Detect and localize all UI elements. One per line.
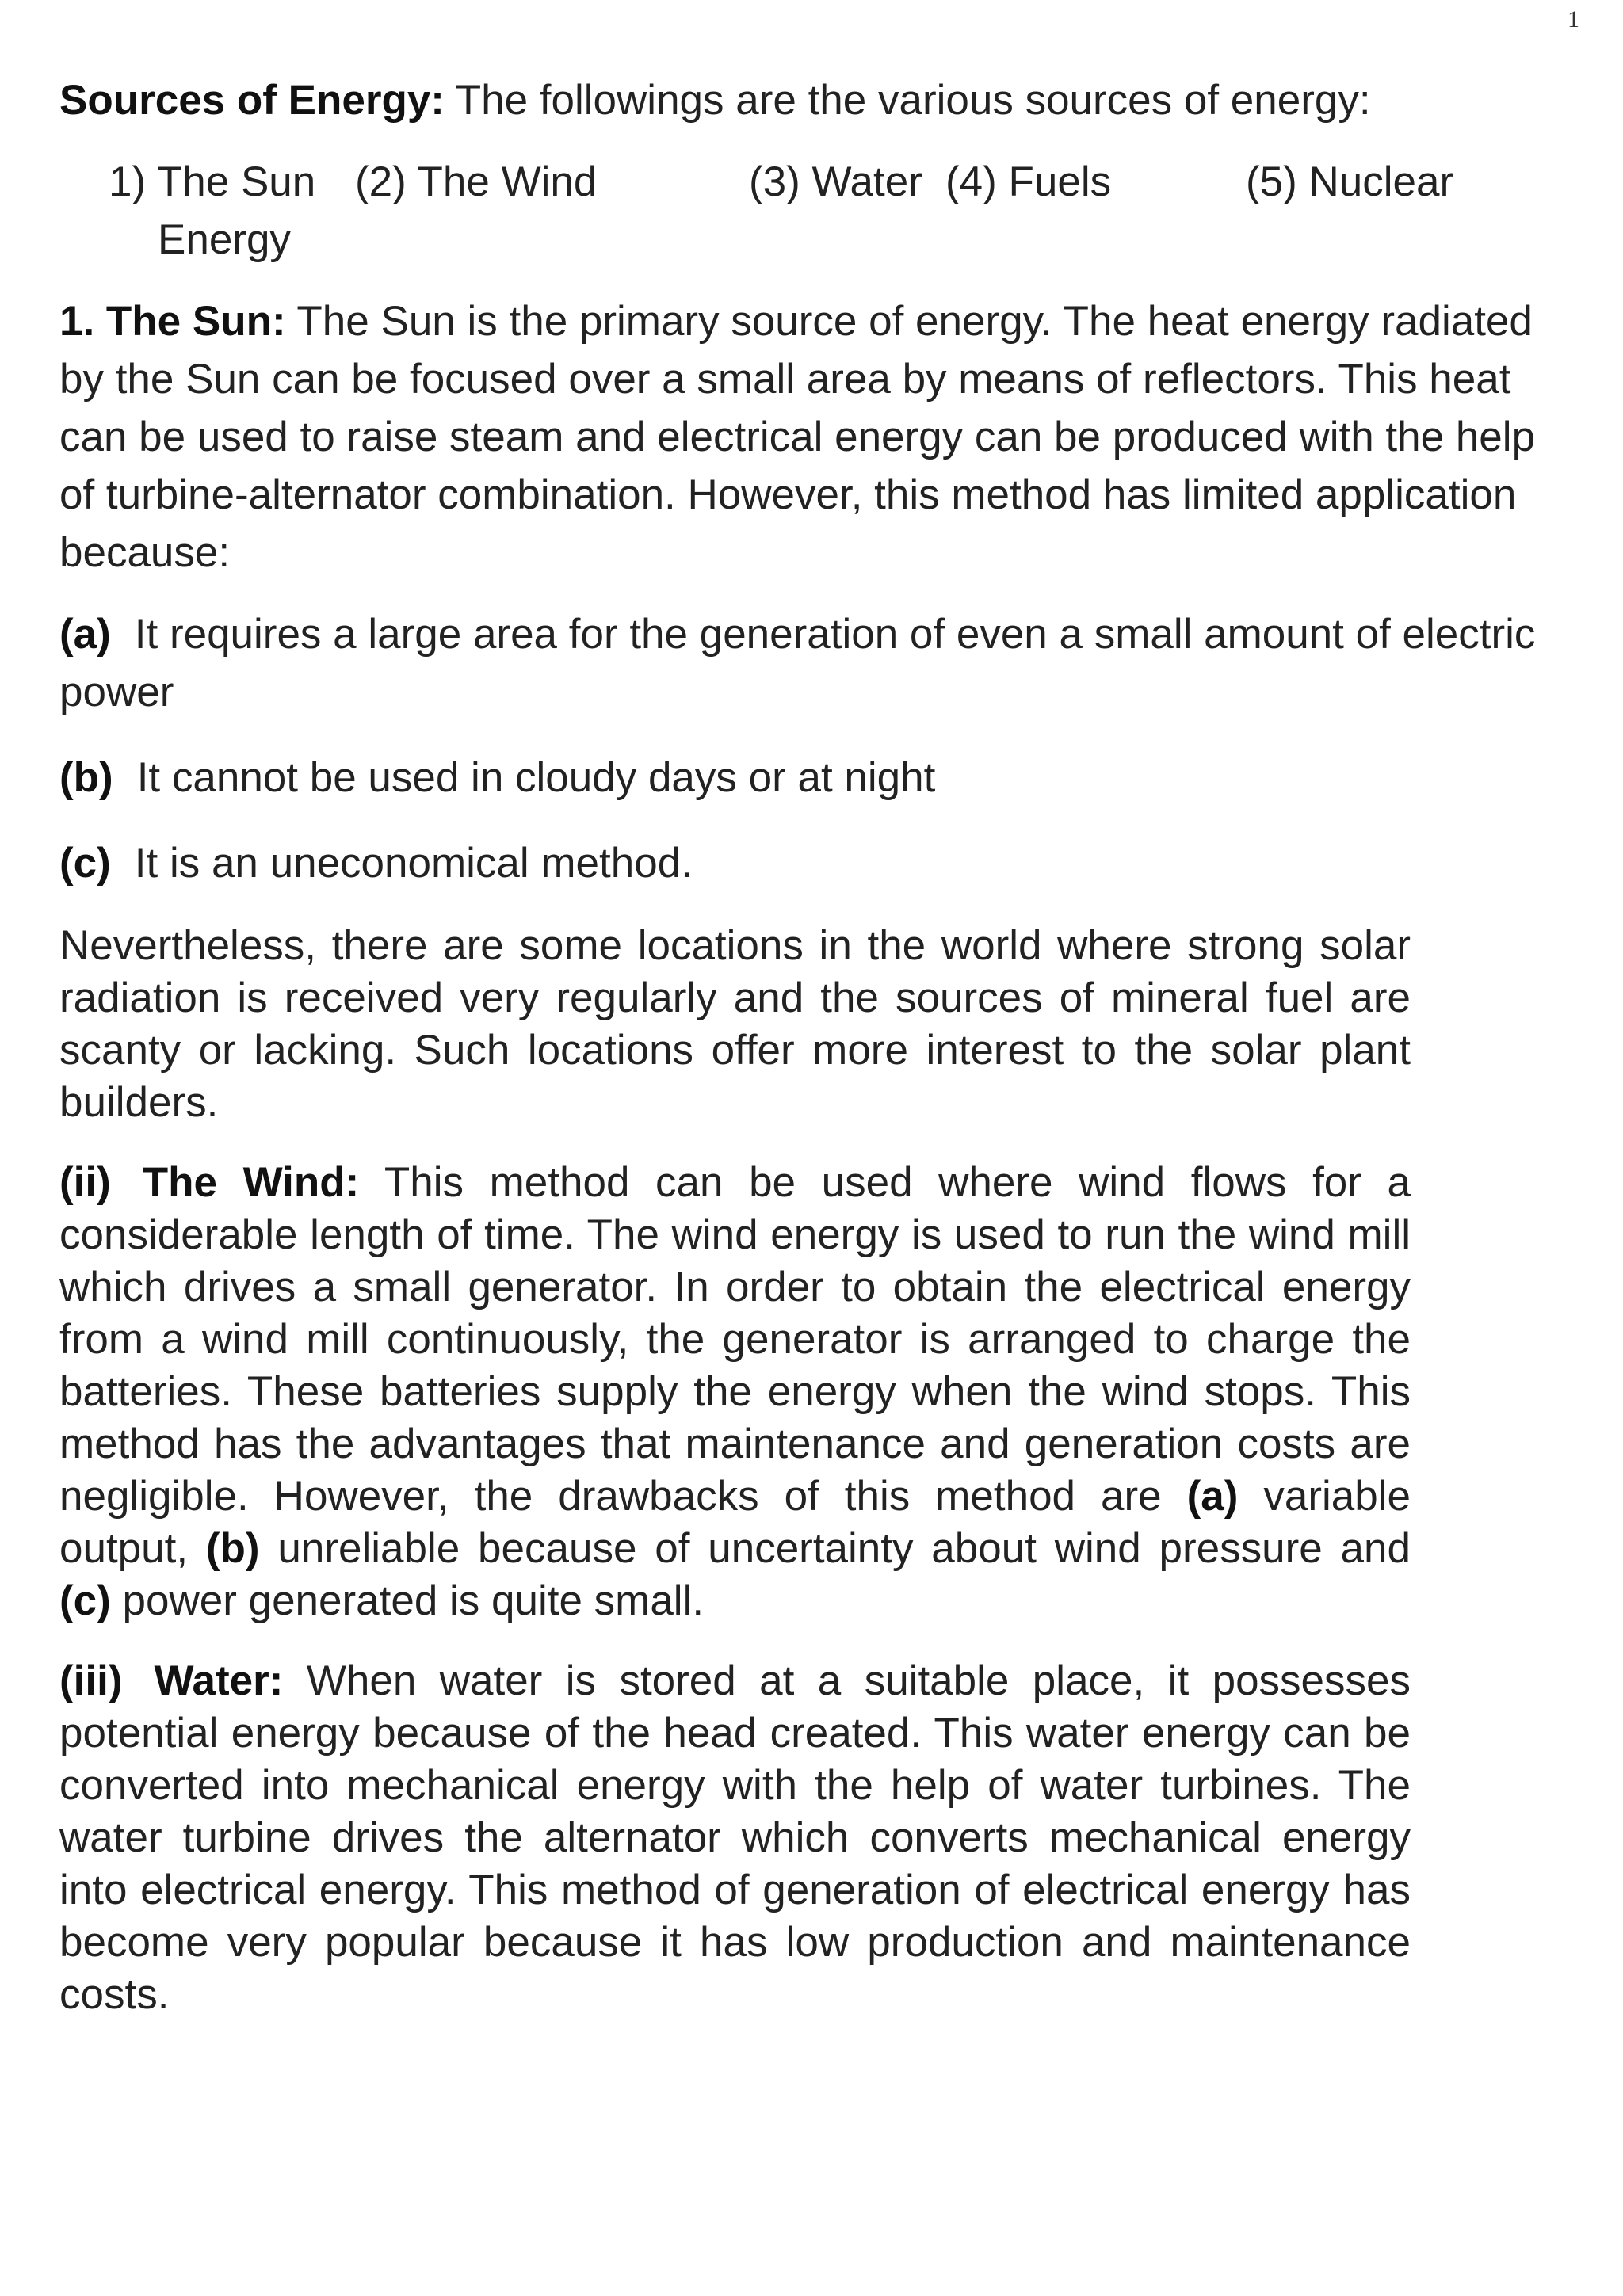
wind-drawback-c-label: (c) bbox=[59, 1577, 111, 1624]
reason-text: It requires a large area for the generation of even a small amount of electric power bbox=[59, 611, 1536, 715]
reason-text: It is an uneconomical method. bbox=[134, 840, 693, 887]
wind-drawback-c-text: power generated is quite small. bbox=[122, 1577, 705, 1624]
reason-label: (b) bbox=[59, 754, 113, 801]
sun-heading: 1. The Sun: bbox=[59, 298, 286, 345]
source-item-nuclear: (5) Nuclear bbox=[1246, 158, 1454, 205]
document-body bbox=[59, 71, 1565, 2049]
wind-drawback-a-label: (a) bbox=[1186, 1473, 1239, 1520]
water-label: (iii) bbox=[59, 1657, 123, 1704]
sun-reason-a bbox=[59, 605, 1565, 721]
source-item-sun: 1) The Sun bbox=[109, 158, 316, 205]
wind-drawback-b-label: (b) bbox=[205, 1525, 260, 1572]
source-item-nuclear-continued: Energy bbox=[158, 216, 291, 263]
reason-text: It cannot be used in cloudy days or at night bbox=[136, 754, 936, 801]
wind-heading: The Wind: bbox=[142, 1159, 360, 1206]
sun-reason-b bbox=[59, 749, 1565, 807]
wind-paragraph bbox=[59, 1157, 1411, 1627]
source-item-water: (3) Water bbox=[749, 158, 922, 205]
wind-drawback-a-text: variable output, bbox=[59, 1473, 1411, 1572]
intro-heading: Sources of Energy: bbox=[59, 77, 445, 124]
solar-locations-paragraph: Nevertheless, there are some locations in the world where strong solar radiation is received very regularly and the sources of mineral fuel are scanty or lacking. Such locations offer more interest to the solar plant builders. bbox=[59, 922, 1411, 1126]
wind-label: (ii) bbox=[59, 1159, 111, 1206]
water-text: When water is stored at a suitable place, it possesses potential energy because of the head created. This water energy can be converted into mechanical energy with the help of water turbines. The water turbine drives the alternator which converts mechanical energy into electrical energy. This method of generation of electrical energy has become very popular because it has low production and maintenance costs. bbox=[59, 1657, 1411, 2018]
water-paragraph bbox=[59, 1655, 1411, 2021]
page-number: 1 bbox=[1568, 6, 1579, 32]
source-item-fuels: (4) Fuels bbox=[945, 158, 1112, 205]
wind-drawback-b-text: unreliable because of uncertainty about wind pressure and bbox=[277, 1525, 1411, 1572]
water-heading: Water: bbox=[154, 1657, 284, 1704]
sources-list bbox=[59, 153, 1565, 269]
sun-reason-c bbox=[59, 834, 1565, 892]
intro-paragraph bbox=[59, 71, 1565, 129]
source-item-wind: (2) The Wind bbox=[355, 158, 598, 205]
intro-text: The followings are the various sources of energy: bbox=[455, 77, 1371, 124]
sun-paragraph bbox=[59, 292, 1565, 582]
wind-text: This method can be used where wind flows for a considerable length of time. The wind energy is used to run the wind mill which drives a small generator. In order to obtain the electrical energy from a wind mill continuously, the generator is arranged to charge the batteries. These batteries supply the energy when the wind stops. This method has the advantages that maintenance and generation costs are negligible. However, the drawbacks of this method are bbox=[59, 1159, 1411, 1520]
reason-label: (a) bbox=[59, 611, 111, 658]
sun-text: The Sun is the primary source of energy. The heat energy radiated by the Sun can be focused over a small area by means of reflectors. This heat can be used to raise steam and electrical energy can be produced with the help of turbine-alternator combination. However, this method has limited application because: bbox=[59, 298, 1536, 576]
reason-label: (c) bbox=[59, 840, 111, 887]
